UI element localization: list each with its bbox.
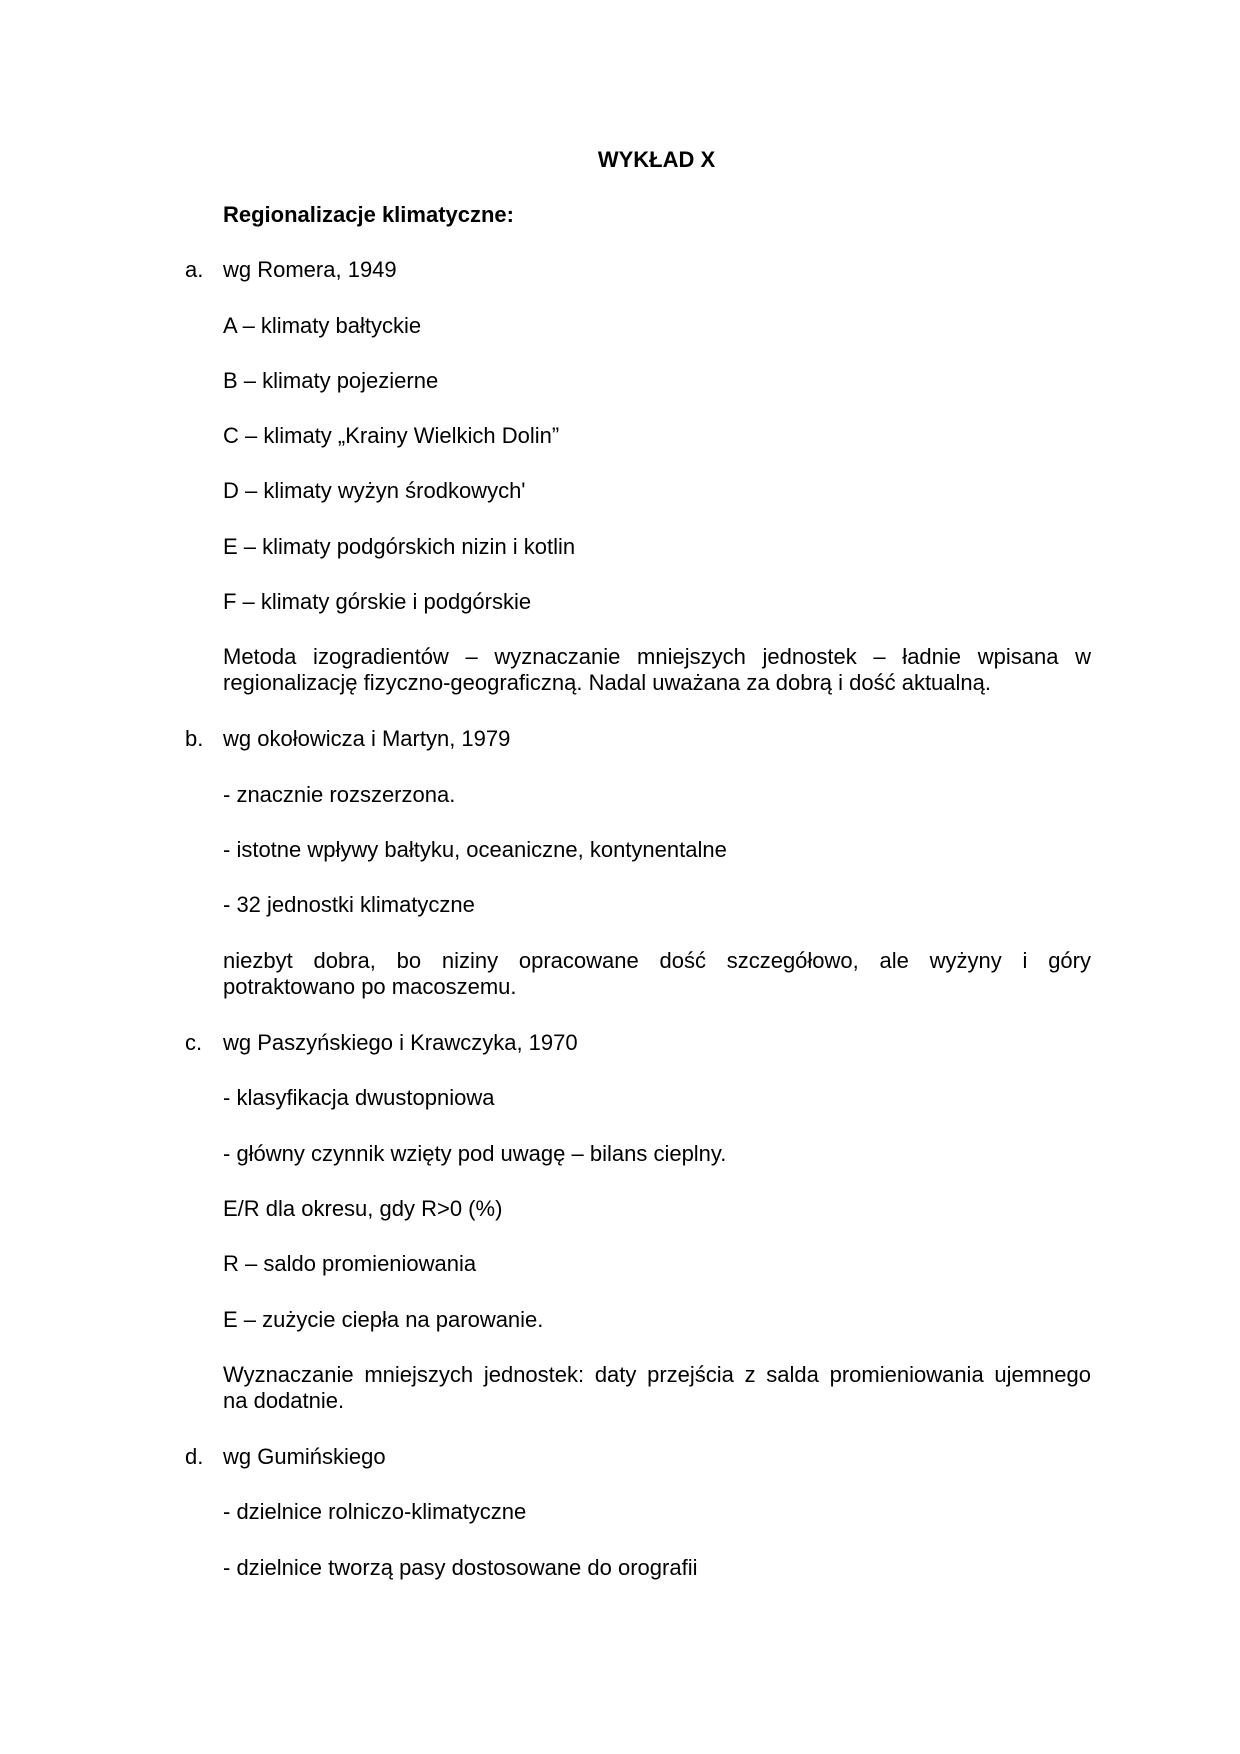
list-item: - istotne wpływy bałtyku, oceaniczne, kontynentalne	[223, 837, 727, 862]
list-item: - znacznie rozszerzona.	[223, 782, 456, 807]
list-item: C – klimaty „Krainy Wielkich Dolin”	[223, 423, 560, 448]
section-c-title: wg Paszyńskiego i Krawczyka, 1970	[223, 1030, 578, 1055]
list-item: E – klimaty podgórskich nizin i kotlin	[223, 534, 576, 559]
list-item: - 32 jednostki klimatyczne	[223, 892, 475, 917]
note-line: niezbyt dobra, bo niziny opracowane dość szczegółowo, ale wyżyny i góry	[223, 948, 1091, 973]
list-item: A – klimaty bałtyckie	[223, 313, 422, 338]
list-item: - klasyfikacja dwustopniowa	[223, 1085, 495, 1110]
section-b-title: wg okołowicza i Martyn, 1979	[223, 726, 511, 751]
note-line: potraktowano po macoszemu.	[223, 974, 517, 999]
section-a-title: wg Romera, 1949	[223, 257, 397, 282]
section-heading: Regionalizacje klimatyczne:	[223, 202, 514, 227]
note-line: na dodatnie.	[223, 1388, 345, 1413]
list-item: - główny czynnik wzięty pod uwagę – bilans cieplny.	[223, 1141, 727, 1166]
definition-line: R – saldo promieniowania	[223, 1251, 477, 1276]
list-item: - dzielnice rolniczo-klimatyczne	[223, 1499, 527, 1524]
list-item: F – klimaty górskie i podgórskie	[223, 589, 532, 614]
note-line: Metoda izogradientów – wyznaczanie mniejszych jednostek – ładnie wpisana w	[223, 644, 1091, 669]
formula-line: E/R dla okresu, gdy R>0 (%)	[223, 1196, 503, 1221]
list-item: - dzielnice tworzą pasy dostosowane do orografii	[223, 1555, 698, 1580]
list-item: D – klimaty wyżyn środkowych'	[223, 478, 526, 503]
section-b-note	[223, 948, 1091, 1000]
section-a-note	[223, 644, 1091, 696]
note-line: regionalizację fizyczno-geograficzną. Nadal uważana za dobrą i dość aktualną.	[223, 670, 992, 695]
section-d-title: wg Gumińskiego	[223, 1444, 386, 1469]
list-marker-c: c.	[185, 1030, 203, 1055]
note-line: Wyznaczanie mniejszych jednostek: daty przejścia z salda promieniowania ujemnego	[223, 1362, 1091, 1387]
list-item: B – klimaty pojezierne	[223, 368, 439, 393]
section-c-note	[223, 1362, 1091, 1414]
list-marker-b: b.	[185, 726, 204, 751]
list-marker-d: d.	[185, 1444, 204, 1469]
list-marker-a: a.	[185, 257, 204, 282]
page-title: WYKŁAD X	[597, 147, 716, 172]
definition-line: E – zużycie ciepła na parowanie.	[223, 1307, 544, 1332]
